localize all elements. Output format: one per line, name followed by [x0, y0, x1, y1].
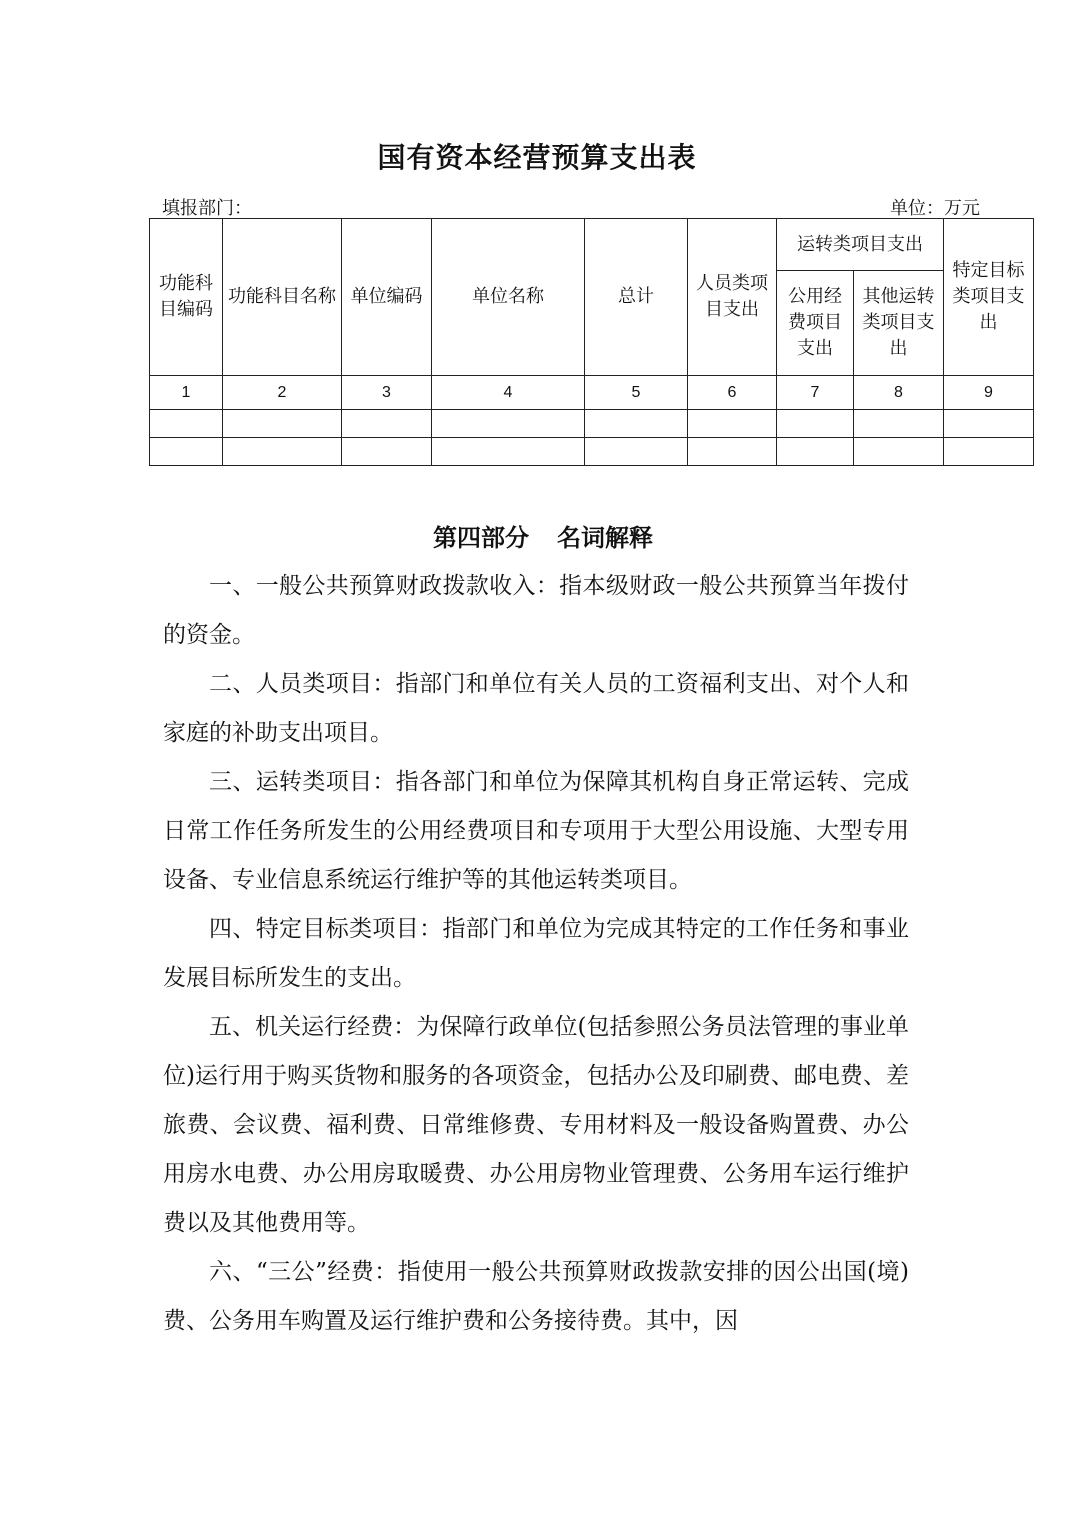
header-operation: 运转类项目支出 — [777, 219, 944, 271]
table-title: 国有资本经营预算支出表 — [377, 141, 697, 174]
column-number: 3 — [342, 376, 432, 410]
glossary-paragraph: 五、机关运行经费：为保障行政单位(包括参照公务员法管理的事业单位)运行用于购买货物和服务的各项资金，包括办公及印刷费、邮电费、差旅费、会议费、福利费、日常维修费、专用材料及一般设备购置费、办公用房水电费、办公用房取暖费、办公用房物业管理费、公务用车运行维护费以及其他费用等。 — [163, 1014, 909, 1236]
table-cell — [342, 410, 432, 438]
table-cell — [777, 410, 854, 438]
column-number: 8 — [854, 376, 944, 410]
glossary-paragraph: 六、“三公”经费：指使用一般公共预算财政拨款安排的因公出国(境)费、公务用车购置及运行维护费和公务接待费。其中，因 — [163, 1259, 909, 1334]
section-name-label: 名词解释 — [557, 523, 653, 552]
table-cell — [432, 438, 585, 466]
table-cell — [150, 410, 223, 438]
glossary-body — [163, 562, 909, 1346]
reporting-department-label: 填报部门： — [162, 198, 252, 219]
header-special: 特定目标类项目支出 — [944, 219, 1034, 376]
glossary-paragraph: 三、运转类项目：指各部门和单位为保障其机构自身正常运转、完成日常工作任务所发生的公用经费项目和专项用于大型公用设施、大型专用设备、专业信息系统运行维护等的其他运转类项目。 — [163, 769, 909, 893]
section-part-label: 第四部分 — [433, 523, 529, 552]
header-unit-code: 单位编码 — [342, 219, 432, 376]
table-cell — [223, 410, 342, 438]
table-row — [150, 410, 1034, 438]
column-number: 6 — [688, 376, 777, 410]
table-row — [150, 438, 1034, 466]
table-cell — [854, 438, 944, 466]
glossary-paragraph: 一、一般公共预算财政拨款收入：指本级财政一般公共预算当年拨付的资金。 — [163, 573, 909, 648]
column-number: 4 — [432, 376, 585, 410]
table-cell — [944, 410, 1034, 438]
column-number: 9 — [944, 376, 1034, 410]
header-func-name: 功能科目名称 — [223, 219, 342, 376]
table-cell — [688, 410, 777, 438]
table-cell — [342, 438, 432, 466]
table-cell — [585, 410, 688, 438]
table-cell — [777, 438, 854, 466]
glossary-paragraph: 二、人员类项目：指部门和单位有关人员的工资福利支出、对个人和家庭的补助支出项目。 — [163, 671, 909, 746]
glossary-paragraph: 四、特定目标类项目：指部门和单位为完成其特定的工作任务和事业发展目标所发生的支出。 — [163, 916, 909, 991]
header-unit-name: 单位名称 — [432, 219, 585, 376]
budget-table — [149, 218, 1034, 466]
column-number-row — [150, 376, 1034, 410]
header-other-operation: 其他运转类项目支出 — [854, 271, 944, 376]
column-number: 7 — [777, 376, 854, 410]
header-public-expense: 公用经费项目支出 — [777, 271, 854, 376]
table-cell — [432, 410, 585, 438]
table-cell — [223, 438, 342, 466]
column-number: 2 — [223, 376, 342, 410]
table-cell — [688, 438, 777, 466]
column-number: 1 — [150, 376, 223, 410]
header-total: 总计 — [585, 219, 688, 376]
table-cell — [944, 438, 1034, 466]
column-number: 5 — [585, 376, 688, 410]
table-cell — [585, 438, 688, 466]
table-cell — [150, 438, 223, 466]
header-func-code: 功能科目编码 — [150, 219, 223, 376]
unit-label: 单位：万元 — [890, 198, 980, 219]
section-heading — [0, 518, 1074, 553]
header-personnel: 人员类项目支出 — [688, 219, 777, 376]
table-cell — [854, 410, 944, 438]
